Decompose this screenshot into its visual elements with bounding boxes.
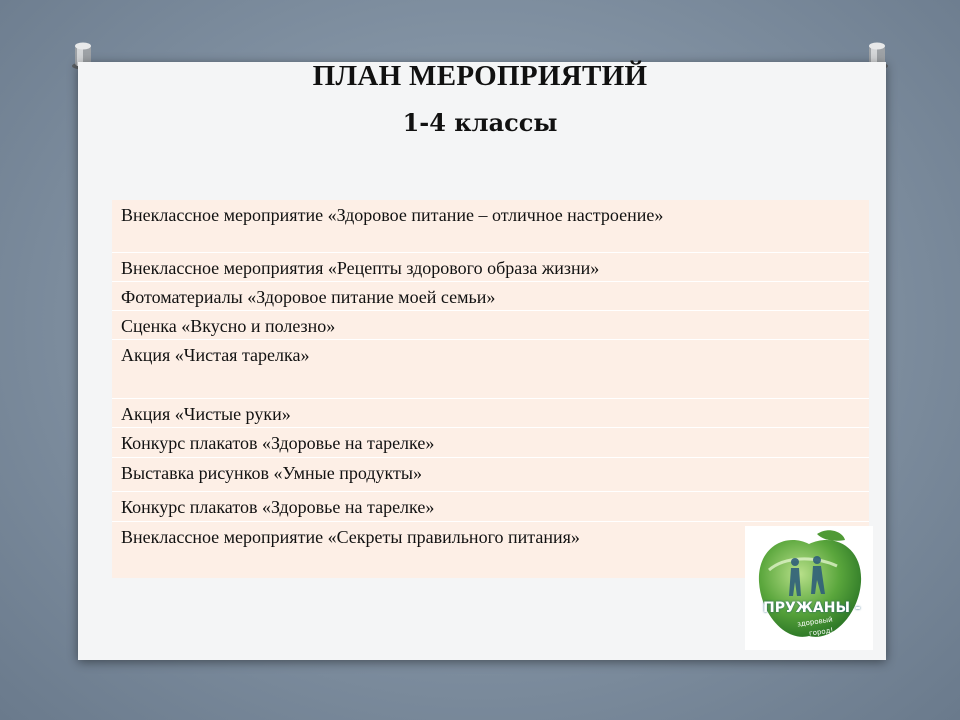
table-row: Выставка рисунков «Умные продукты» [112, 458, 869, 492]
table-row: Сценка «Вкусно и полезно» [112, 311, 869, 340]
logo-text-sub: здоровый [796, 615, 834, 629]
table-row: Акция «Чистая тарелка» [112, 340, 869, 399]
table-row: Конкурс плакатов «Здоровье на тарелке» [112, 428, 869, 458]
logo-text-main: ПРУЖАНЫ - [763, 600, 861, 616]
table-row: Акция «Чистые руки» [112, 399, 869, 428]
table-row: Внеклассное мероприятие «Здоровое питание – отличное настроение» [112, 200, 869, 253]
table-row: Внеклассное мероприятие «Секреты правильного питания» [121, 527, 580, 547]
logo-text-sub2: город! [808, 626, 834, 638]
events-table [112, 200, 869, 578]
slide-subtitle: 1-4 классы [402, 108, 558, 137]
table-row: Внеклассное мероприятия «Рецепты здорового образа жизни» [112, 253, 869, 282]
city-logo [745, 526, 873, 650]
table-row: Конкурс плакатов «Здоровье на тарелке» [112, 492, 869, 522]
table-row: Фотоматериалы «Здоровое питание моей семьи» [112, 282, 869, 311]
slide-title: ПЛАН МЕРОПРИЯТИЙ [312, 60, 648, 92]
